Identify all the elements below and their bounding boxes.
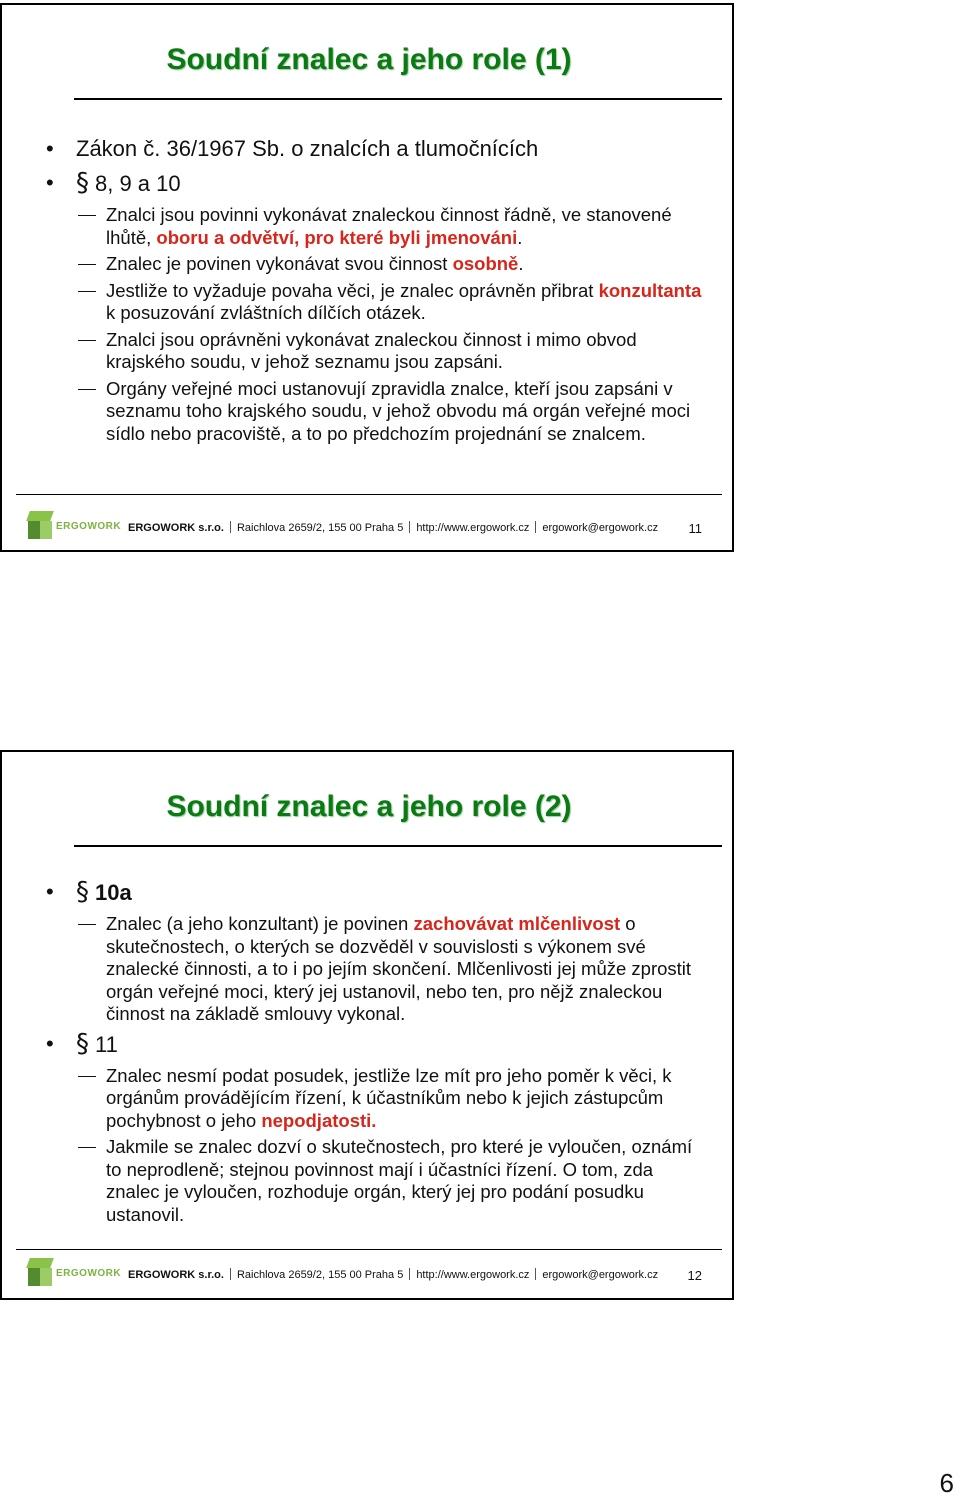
highlight-text: konzultanta [598, 279, 702, 301]
ergowork-logo-icon [26, 511, 54, 541]
footer [2, 507, 734, 547]
page-number: 12 [687, 1268, 702, 1283]
slide-content [2, 135, 734, 449]
highlight-text: zachovávat mlčenlivost [413, 913, 621, 934]
dash-list [2, 913, 734, 1026]
dash-item: Znalci jsou oprávněni vykonávat znaleckou činnost i mimo obvod krajského soudu, v jehož seznamu jsou zapsáni. [2, 329, 734, 374]
bullet-item: • Zákon č. 36/1967 Sb. o znalcích a tlumočnících [2, 135, 734, 163]
dash-list [2, 1065, 734, 1227]
footer-rule [16, 1249, 722, 1250]
email-link[interactable]: ergowork@ergowork.cz [542, 1269, 659, 1281]
slide-title: Soudní znalec a jeho role (1) [166, 43, 572, 76]
title-rule [74, 845, 722, 847]
highlight-text: oboru a odvětví, pro které byli jmenováni [156, 226, 518, 248]
bullet-item: • § 11 [2, 1030, 734, 1059]
logo-text: ERGOWORK [56, 521, 122, 532]
ergowork-logo-icon [26, 1258, 54, 1288]
section-sign: § [76, 877, 89, 907]
section-sign: § [76, 1028, 89, 1059]
slide-1 [0, 3, 734, 552]
footer-info: ERGOWORK s.r.o. Raichlova 2659/2, 155 00 Praha 5 http://www.ergowork.cz ergowork@ergowork.cz [128, 1269, 659, 1281]
bullet-item: • § 8, 9 a 10 [2, 169, 734, 198]
dash-item: Znalec (a jeho konzultant) je povinen zachovávat mlčenlivost o skutečnostech, o kterých se dozvěděl v souvislosti s výkonem své znalecké činnosti, a to i po jejím skončení. Mlčenlivosti jej může zprostit orgán veřejné moci, který jej ustanovil, nebo ten, pro nějž znaleckou činnost na základě smlouvy vykonal. [2, 913, 734, 1026]
dash-item: Znalec nesmí podat posudek, jestliže lze mít pro jeho poměr k věci, k orgánům provádějícím řízení, k účastníkům nebo k jejich zástupcům pochybnost o jeho nepodjatosti. [2, 1065, 734, 1133]
slide-title: Soudní znalec a jeho role (2) [166, 790, 572, 823]
dash-item: Jakmile se znalec dozví o skutečnostech, pro které je vyloučen, oznámí to neprodleně; stejnou povinnost mají i účastníci řízení. O tom, zda znalec je vyloučen, rozhoduje orgán, který jej pro podání posudku ustanovil. [2, 1136, 734, 1226]
dash-list [2, 204, 734, 445]
dash-item: Jestliže to vyžaduje povaha věci, je znalec oprávněn přibrat konzultanta k posuzování zvláštních dílčích otázek. [2, 280, 734, 325]
web-link[interactable]: http://www.ergowork.cz [416, 1269, 530, 1281]
sheet-number: 6 [939, 1468, 954, 1498]
slide-2 [0, 750, 734, 1300]
dash-item: Orgány veřejné moci ustanovují zpravidla znalce, kteří jsou zapsáni v seznamu toho krajského soudu, v jehož obvodu má orgán veřejné moci sídlo nebo pracoviště, a to po předchozím projednání se znalcem. [2, 378, 734, 446]
footer-info: ERGOWORK s.r.o. Raichlova 2659/2, 155 00 Praha 5 http://www.ergowork.cz ergowork@ergowork.cz [128, 522, 659, 534]
web-link[interactable]: http://www.ergowork.cz [416, 522, 530, 534]
footer [2, 1254, 734, 1294]
title-rule [74, 98, 722, 100]
logo-text: ERGOWORK [56, 1268, 122, 1279]
highlight-text: osobně [452, 253, 519, 274]
page-number: 11 [688, 521, 702, 536]
dash-item: Znalec je povinen vykonávat svou činnost osobně. [2, 253, 734, 276]
section-sign: § [76, 168, 89, 198]
bullet-item: • § 10a [2, 878, 734, 907]
slide-content [2, 878, 734, 1230]
highlight-text: nepodjatosti. [261, 1109, 377, 1131]
email-link[interactable]: ergowork@ergowork.cz [542, 522, 659, 534]
dash-item: Znalci jsou povinni vykonávat znaleckou činnost řádně, ve stanovené lhůtě, oboru a odvětví, pro které byli jmenováni. [2, 204, 734, 249]
footer-rule [16, 494, 722, 495]
